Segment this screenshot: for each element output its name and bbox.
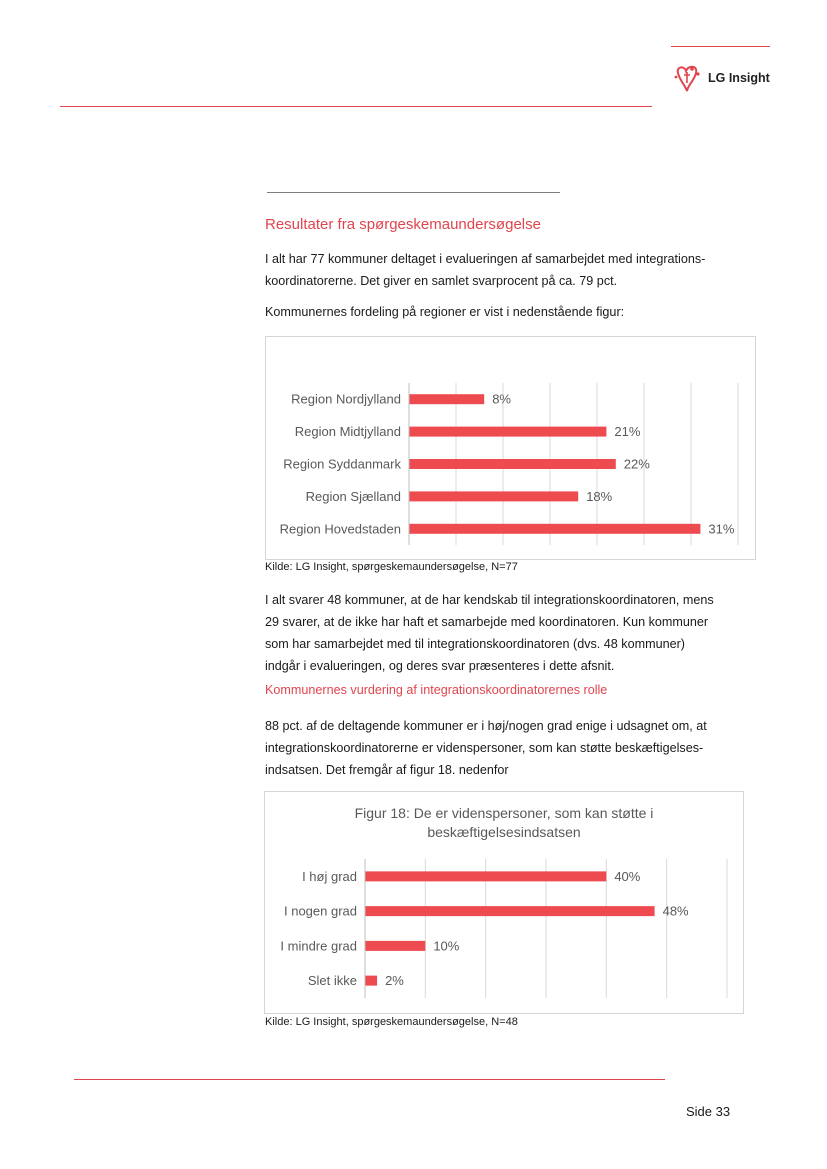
region-chart-category-label: Region Sjælland xyxy=(305,488,401,504)
figure-18-value-label: 2% xyxy=(385,973,404,989)
figure-18-bar xyxy=(365,976,377,986)
logo xyxy=(672,62,782,94)
assessment-line-1: 88 pct. af de deltagende kommuner er i høj/nogen grad enige i udsagnet om, at xyxy=(265,719,707,733)
region-chart-category-label: Region Syddanmark xyxy=(283,456,401,472)
subheading: Kommunernes vurdering af integrationskoordinatorernes rolle xyxy=(265,683,608,697)
figure-18-value-label: 10% xyxy=(433,938,460,954)
region-chart-bar xyxy=(409,524,700,534)
assessment-paragraph xyxy=(265,715,745,781)
region-chart-value-label: 22% xyxy=(623,456,650,472)
awareness-line-1: I alt svarer 48 kommuner, at de har kendskab til integrationskoordinatoren, mens xyxy=(265,593,714,607)
region-chart-value-label: 18% xyxy=(586,488,613,504)
region-chart-bar xyxy=(409,394,484,404)
assessment-line-3: indsatsen. Det fremgår af figur 18. nedenfor xyxy=(265,763,509,777)
logo-text: LG Insight xyxy=(708,71,770,85)
figure-18-value-label: 40% xyxy=(614,868,641,884)
figure-18-bar xyxy=(365,906,655,916)
region-chart-value-label: 21% xyxy=(614,424,641,440)
region-chart-value-label: 8% xyxy=(492,391,511,407)
awareness-line-3: som har samarbejdet med til integrationskoordinatoren (dvs. 48 kommuner) xyxy=(265,637,685,651)
awareness-line-4: indgår i evalueringen, og deres svar præsenteres i dette afsnit. xyxy=(265,659,615,673)
section-title: Resultater fra spørgeskemaundersøgelse xyxy=(265,216,541,233)
region-chart-category-label: Region Hovedstaden xyxy=(279,521,401,537)
region-chart-category-label: Region Midtjylland xyxy=(294,424,401,440)
figure-18-bar xyxy=(365,941,425,951)
region-chart-bar xyxy=(409,491,578,501)
source-note-1: Kilde: LG Insight, spørgeskemaundersøgelse, N=77 xyxy=(265,561,518,573)
footer-rule xyxy=(74,1079,665,1080)
awareness-line-2: 29 svarer, at de ikke har haft et samarbejde med koordinatoren. Kun kommuner xyxy=(265,615,709,629)
region-chart xyxy=(265,336,756,560)
region-chart-value-label: 31% xyxy=(708,521,735,537)
figure-18-title-line-1: Figur 18: De er videnspersoner, som kan støtte i xyxy=(354,805,654,821)
source-note-2: Kilde: LG Insight, spørgeskemaundersøgelse, N=48 xyxy=(265,1016,518,1028)
region-chart-category-label: Region Nordjylland xyxy=(291,391,401,407)
figure-18-chart xyxy=(264,791,744,1014)
figure-intro-paragraph: Kommunernes fordeling på regioner er vist i nedenstående figur: xyxy=(265,305,625,319)
figure-18-category-label: I nogen grad xyxy=(283,903,357,919)
figure-18-title-line-2: beskæftigelsesindsatsen xyxy=(427,824,581,840)
figure-18-category-label: I mindre grad xyxy=(280,938,357,954)
section-divider xyxy=(267,192,560,193)
figure-18-category-label: Slet ikke xyxy=(307,973,357,989)
intro-line-1: I alt har 77 kommuner deltaget i evalueringen af samarbejdet med integrations- xyxy=(265,252,706,266)
region-chart-bar xyxy=(409,427,606,437)
awareness-paragraph xyxy=(265,589,745,677)
figure-18-category-label: I høj grad xyxy=(302,868,357,884)
figure-18-bar xyxy=(365,871,606,881)
region-chart-bar xyxy=(409,459,616,469)
page-number: Side 33 xyxy=(686,1104,731,1119)
header-top-rule xyxy=(671,46,770,47)
intro-paragraph xyxy=(265,248,745,292)
assessment-line-2: integrationskoordinatorerne er videnspersoner, som kan støtte beskæftigelses- xyxy=(265,741,704,755)
region-chart-plot xyxy=(266,337,755,559)
logo-mark-icon xyxy=(672,63,704,93)
figure-18-plot xyxy=(265,792,743,1013)
header-rule xyxy=(60,106,652,107)
intro-line-2: koordinatorerne. Det giver en samlet svarprocent på ca. 79 pct. xyxy=(265,274,618,288)
figure-18-value-label: 48% xyxy=(662,903,689,919)
